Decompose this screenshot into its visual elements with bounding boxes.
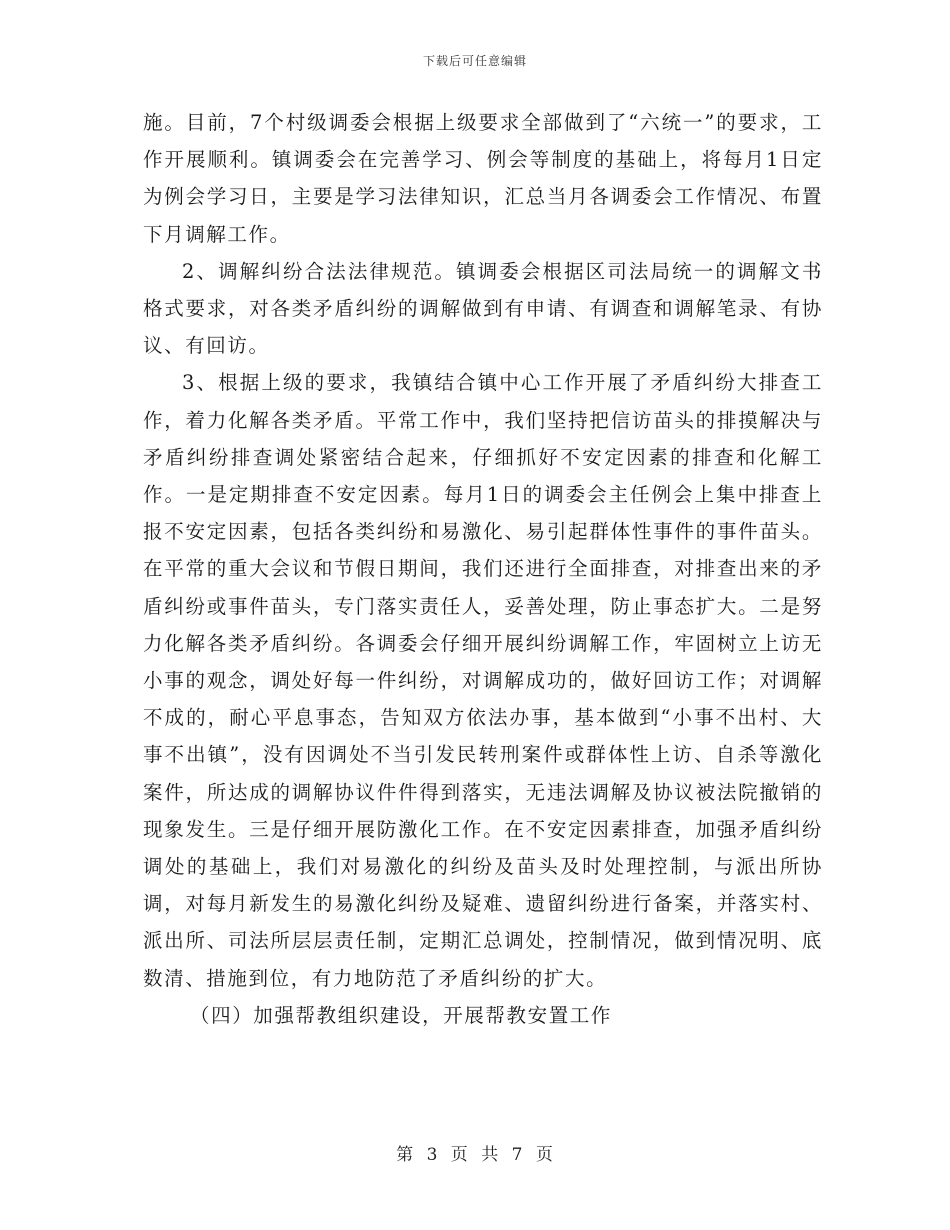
document-body: [143, 104, 823, 1034]
section-heading-4: （四）加强帮教组织建设，开展帮教安置工作: [190, 1003, 613, 1027]
page-header-note: 下载后可任意编辑: [422, 54, 527, 68]
paragraph-item-3: 3、根据上级的要求，我镇结合镇中心工作开展了矛盾纠纷大排查工作，着力化解各类矛盾。平常工作中，我们坚持把信访苗头的排摸解决与矛盾纠纷排查调处紧密结合起来，仔细抓好不安定因素的排查和化解工作。一是定期排查不安定因素。每月1日的调委会主任例会上集中排查上报不安定因素，包括各类纠纷和易激化、易引起群体性事件的事件苗头。在平常的重大会议和节假日期间，我们还进行全面排查，对排查出来的矛盾纠纷或事件苗头，专门落实责任人，妥善处理，防止事态扩大。二是努力化解各类矛盾纠纷。各调委会仔细开展纠纷调解工作，牢固树立上访无小事的观念，调处好每一件纠纷，对调解成功的，做好回访工作；对调解不成的，耐心平息事态，告知双方依法办事，基本做到“小事不出村、大事不出镇”，没有因调处不当引发民转刑案件或群体性上访、自杀等激化案件，所达成的调解协议件件得到落实，无违法调解及协议被法院撤销的现象发生。三是仔细开展防激化工作。在不安定因素排查，加强矛盾纠纷调处的基础上，我们对易激化的纠纷及苗头及时处理控制，与派出所协调，对每月新发生的易激化纠纷及疑难、遗留纠纷进行备案，并落实村、派出所、司法所层层责任制，定期汇总调处，控制情况，做到情况明、底数清、措施到位，有力地防范了矛盾纠纷的扩大。: [143, 371, 823, 990]
paragraph-item-2: 2、调解纠纷合法法律规范。镇调委会根据区司法局统一的调解文书格式要求，对各类矛盾纠纷的调解做到有申请、有调查和调解笔录、有协议、有回访。: [143, 259, 823, 358]
paragraph-continuation: 施。目前，7个村级调委会根据上级要求全部做到了“六统一”的要求，工作开展顺利。镇调委会在完善学习、例会等制度的基础上，将每月1日定为例会学习日，主要是学习法律知识，汇总当月各调委会工作情况、布置下月调解工作。: [143, 111, 823, 246]
page-number-footer: 第 3 页 共 7 页: [396, 1145, 554, 1165]
